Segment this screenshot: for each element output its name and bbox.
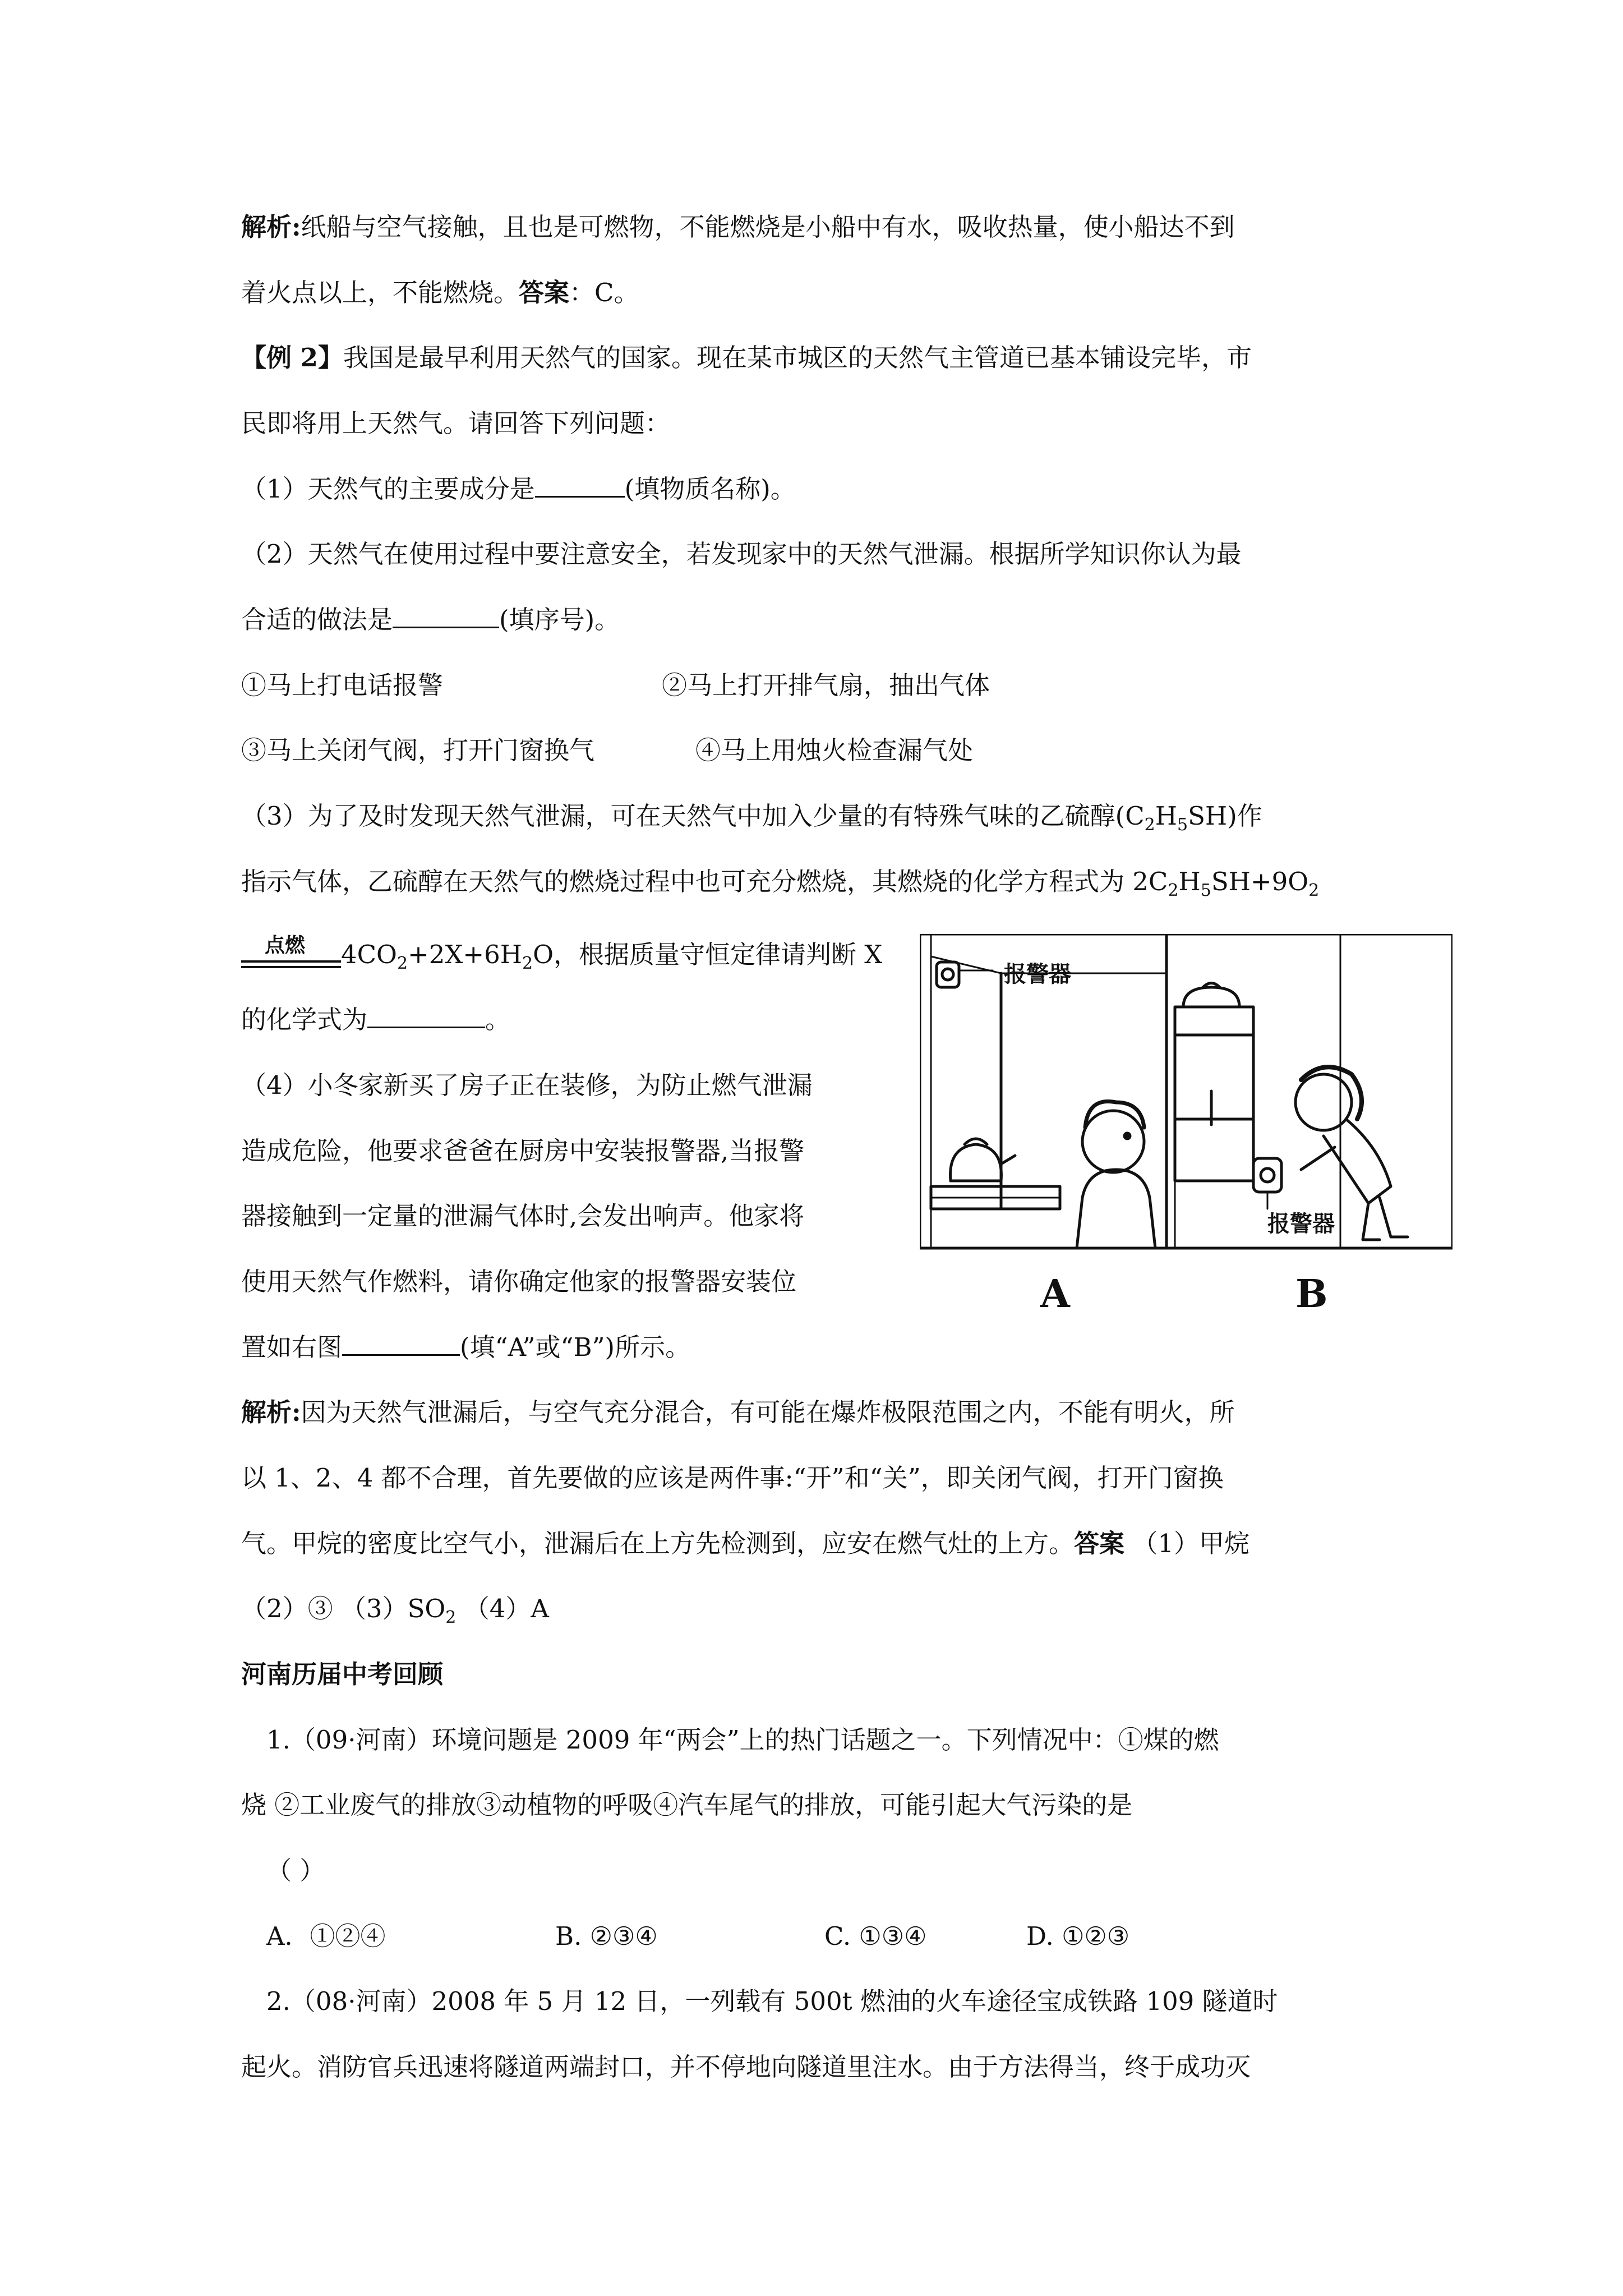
question4-line4: 使用天然气作燃料，请你确定他家的报警器安装位 [241,1267,797,1296]
question2-line2: 合适的做法是 (填序号)。 [241,603,620,637]
option-4: ④马上用烛火检查漏气处 [695,735,974,765]
question4-line5: 置如右图 (填“A”或“B”)所示。 [241,1331,690,1364]
example2-intro-line2: 民即将用上天然气。请回答下列问题： [241,408,671,438]
analysis1-line2: 着火点以上，不能燃烧。答案：C。 [241,278,639,307]
analysis2-line2: 以 1、2、4 都不合理，首先要做的应该是两件事:“开”和“关”，即关闭气阀，打开门窗换 [241,1463,1224,1493]
question4-line1: （4）小冬家新买了房子正在装修，为防止燃气泄漏 [241,1070,813,1100]
question4-line3: 器接触到一定量的泄漏气体时,会发出响声。他家将 [241,1201,805,1231]
review-heading: 河南历届中考回顾 [241,1659,444,1689]
analysis2-answer-label: 答案 [1074,1529,1125,1558]
example2-intro-line1: 【例 2】我国是最早利用天然气的国家。现在某市城区的天然气主管道已基本铺设完毕，市 [241,343,1252,372]
analysis2-line4: （2）③ $(3)SO_2$ （4）A [241,1594,549,1627]
review-q1-line1: 1.（09·河南）环境问题是 2009 年“两会”上的热门话题之一。下列情况中：①煤的燃 [266,1725,1219,1755]
review-q1-option-c: C. ①③④ [824,1921,927,1951]
example2-tag: 【例 2】 [241,343,343,372]
option-3: ③马上关闭气阀，打开门窗换气 [241,735,595,765]
blank-q2 [393,603,499,628]
option-1: ①马上打电话报警 [241,670,444,700]
blank-q4 [342,1331,460,1356]
review-q2-line2: 起火。消防官兵迅速将隧道两端封口，并不停地向隧道里注水。由于方法得当，终于成功灭 [241,2052,1251,2082]
review-q1-option-b: B. ②③④ [555,1921,658,1951]
blank-q3 [367,1003,485,1028]
analysis2-line3: 气。甲烷的密度比空气小，泄漏后在上方先检测到，应安在燃气灶的上方。答案 （1）甲烷 [241,1529,1249,1558]
question1: （1）天然气的主要成分是 (填物质名称)。 [241,472,796,506]
blank-q1 [535,472,625,498]
review-q1-paren: （ ） [266,1856,325,1885]
alarm-label-b: 报警器 [1267,1211,1335,1237]
option-2: ②马上打开排气扇，抽出气体 [662,670,990,700]
review-q1-option-a: A．①②④ [266,1921,386,1951]
analysis2-label: 解析: [241,1397,301,1427]
question2-line1: （2）天然气在使用过程中要注意安全，若发现家中的天然气泄漏。根据所学知识你认为最 [241,539,1242,569]
alarm-b-device [1253,1158,1281,1192]
review-q2-line1: 2.（08·河南）2008 年 5 月 12 日，一列载有 500t 燃油的火车途径宝成铁路 109 隧道时 [266,1986,1278,2016]
question4-line2: 造成危险，他要求爸爸在厨房中安装报警器,当报警 [241,1136,805,1166]
question3-line1: （3）为了及时发现天然气泄漏，可在天然气中加入少量的有特殊气味的乙硫醇$(C_2H_5SH)$作 [241,801,1262,835]
alarm-label-a: 报警器 [1004,961,1071,987]
analysis1-line1: 解析:纸船与空气接触，且也是可燃物，不能燃烧是小船中有水，吸收热量，使小船达不到 [241,212,1235,242]
review-q1-line2: 烧 ②工业废气的排放③动植物的呼吸④汽车尾气的排放，可能引起大气污染的是 [241,1790,1133,1820]
alarm-placement-figure [920,934,1453,1338]
review-q1-option-d: D. ①②③ [1026,1921,1130,1951]
analysis2-line1: 解析:因为天然气泄漏后，与空气充分混合，有可能在爆炸极限范围之内，不能有明火，所 [241,1397,1235,1427]
question3-line4: 的化学式为 。 [241,1003,510,1037]
panel-label-a: A [1040,1272,1070,1317]
panel-label-b: B [1295,1272,1328,1317]
reaction-condition: 点燃 [241,940,341,974]
question3-line3: 点燃 $4CO_2+2X+6H_2O$，根据质量守恒定律请判断 X [241,938,882,974]
alarm-a-device [937,962,959,987]
analysis1-label: 解析: [241,212,301,242]
answer-label: 答案 [519,278,570,307]
question3-line2: 指示气体，乙硫醇在天然气的燃烧过程中也可充分燃烧，其燃烧的化学方程式为 $2C_2H_5SH+9O_2$ [241,867,1320,900]
